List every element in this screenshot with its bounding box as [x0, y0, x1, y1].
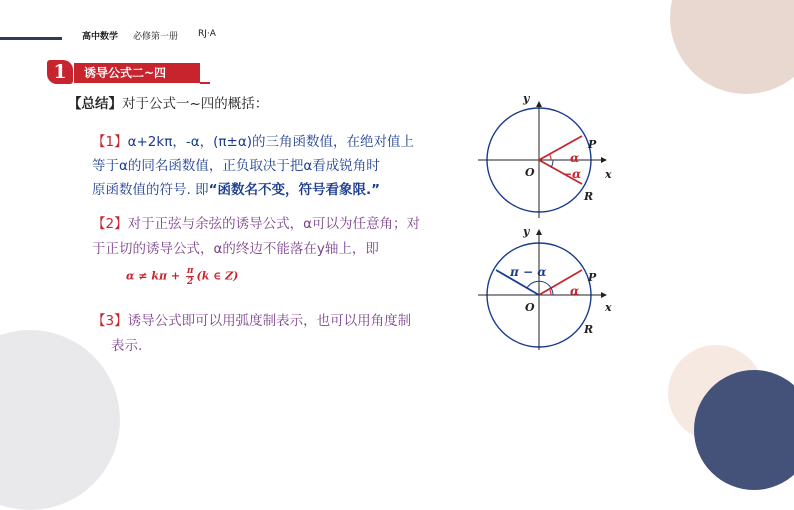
point3-tag: 【3】	[92, 313, 128, 329]
angle-neg-alpha-label: −α	[562, 167, 582, 181]
angle-alpha-label: α	[570, 151, 580, 165]
header-edition: RJ·A	[198, 29, 216, 39]
unit-circle-diagram-2	[476, 222, 616, 352]
angle-alpha-label: α	[570, 284, 580, 298]
angle-arc-alpha	[550, 289, 552, 295]
decorative-circle-top-right	[670, 0, 794, 94]
point2-tag: 【2】	[92, 216, 128, 232]
summary-intro: 对于公式一~四的概括：	[122, 96, 269, 112]
section-title-underline	[200, 82, 210, 84]
header-accent-line	[0, 37, 62, 40]
angle-arc-neg-alpha	[551, 160, 553, 168]
summary-heading	[68, 93, 268, 116]
angle-pi-minus-alpha-label: π − α	[510, 265, 547, 279]
section-number-badge: 1	[47, 60, 73, 84]
origin-label: O	[525, 166, 535, 179]
point3-line1: 【3】诱导公式即可以用弧度制表示，也可以用角度制	[92, 313, 412, 329]
point1-line2: 等于α的同名函数值，正负取决于把α看成锐角时	[92, 158, 380, 174]
point1-line1: 【1】α+2kπ，-α，(π±α)的三角函数值，在绝对值上	[92, 134, 414, 150]
y-axis-label: y	[523, 92, 530, 105]
angle-arc-alpha	[550, 154, 552, 160]
pi-over-2-fraction: $\frac{\pi}{2}$	[186, 266, 194, 287]
point-p-label: P	[588, 138, 597, 151]
point1-tag: 【1】	[92, 134, 128, 150]
point-p-label: P	[588, 271, 597, 284]
section-title: 诱导公式二~四	[74, 63, 200, 83]
header-subject: 高中数学	[82, 32, 119, 42]
y-axis-label: y	[523, 225, 530, 238]
header-book: 必修第一册	[133, 32, 179, 42]
summary-label: 【总结】	[68, 96, 122, 112]
point2-formula: α ≠ kπ + $\frac{\pi}{2}$ (k ∈ Z)	[126, 266, 239, 287]
x-axis-label: x	[605, 301, 612, 314]
point-r-label: R	[584, 323, 594, 336]
origin-label: O	[525, 301, 535, 314]
decorative-circle-bottom-left	[0, 330, 120, 510]
point-r-label: R	[584, 190, 594, 203]
point2-line1: 【2】对于正弦与余弦的诱导公式，α可以为任意角；对	[92, 216, 420, 232]
point1-quote: “函数名不变，符号看象限.”	[208, 182, 380, 198]
point3-line2: 表示.	[111, 338, 143, 354]
point1-line3: 原函数值的符号. 即“函数名不变，符号看象限.”	[92, 182, 380, 198]
point2-line2: 于正切的诱导公式，α的终边不能落在y轴上，即	[92, 241, 379, 257]
unit-circle-diagram-1	[476, 92, 616, 222]
x-axis-label: x	[605, 168, 612, 181]
